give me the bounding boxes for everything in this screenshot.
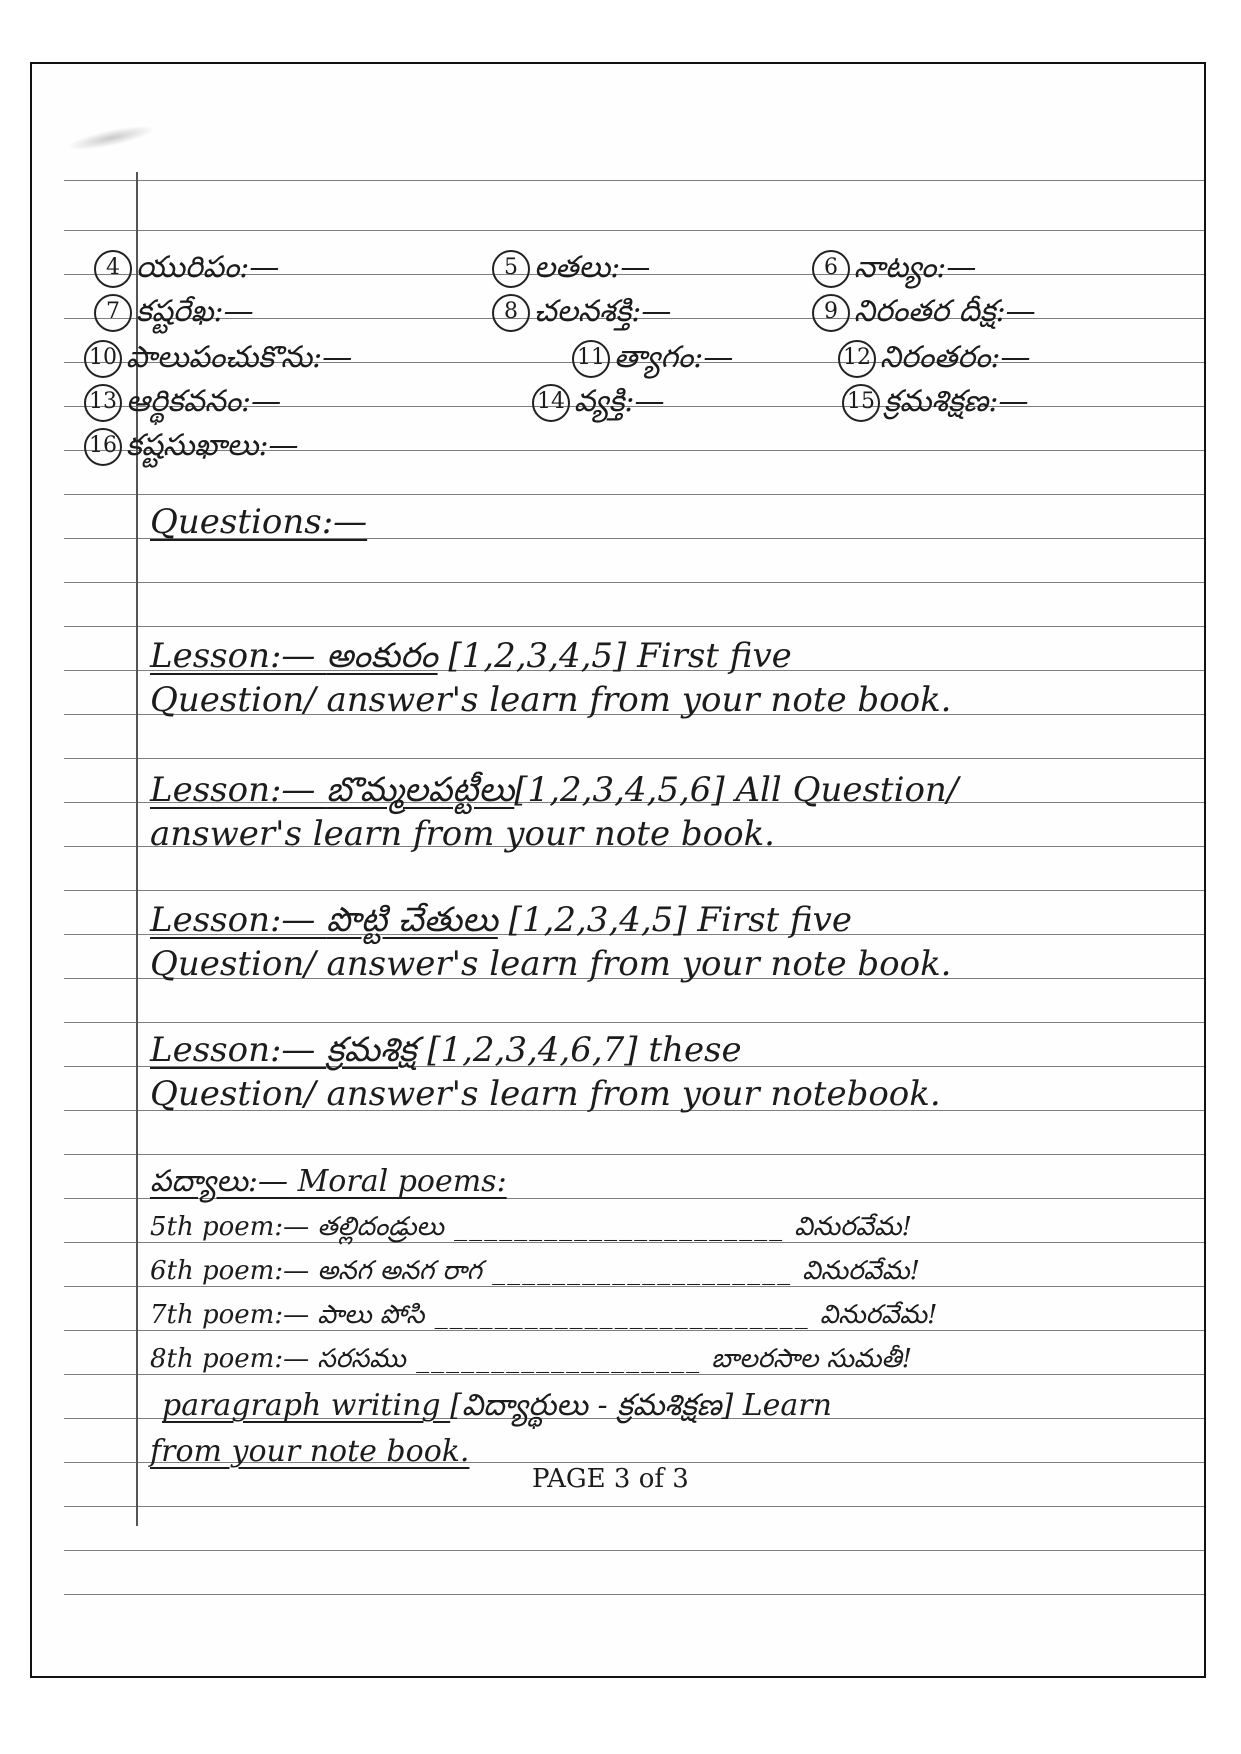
ruled-line (64, 758, 1204, 759)
notebook-page (30, 62, 1206, 1678)
lesson-line: Lesson:— క్రమశిక్ష [1,2,3,4,6,7] these (150, 1030, 742, 1070)
paper-smudge (65, 121, 156, 155)
page-label: PAGE 3 of 3 (532, 1464, 689, 1494)
word-item: 8 చలనశక్తి:— (492, 294, 671, 336)
ruled-line (64, 626, 1204, 627)
lesson-line: Lesson:— పొట్టి చేతులు [1,2,3,4,5] First five (150, 900, 853, 940)
word-item: 11 త్యాగం:— (572, 340, 733, 382)
questions-heading: Questions:— (150, 502, 368, 542)
poem-line: 5th poem:— తల్లిదండ్రులు ______________________ వినురవేమ! (150, 1212, 913, 1242)
ruled-line (64, 230, 1204, 231)
paragraph-line: from your note book. (150, 1434, 470, 1469)
word-item: 4 యురిపం:— (94, 250, 279, 292)
word-item: 16 కష్టసుఖాలు:— (84, 428, 299, 470)
lesson-line: answer's learn from your note book. (150, 814, 775, 854)
word-item: 15 క్రమశిక్షణ:— (842, 384, 1028, 426)
ruled-line (64, 1550, 1204, 1551)
lesson-line: Lesson:— బొమ్మలపట్టీలు[1,2,3,4,5,6] All Question/ (150, 770, 959, 810)
ruled-line (64, 890, 1204, 891)
ruled-line (64, 1154, 1204, 1155)
word-item: 13 ఆర్థికవనం:— (84, 384, 281, 426)
word-item: 6 నాట్యం:— (812, 250, 976, 292)
lesson-line: Lesson:— అంకురం [1,2,3,4,5] First five (150, 636, 792, 676)
word-item: 9 నిరంతర దీక్ష:— (812, 294, 1036, 336)
ruled-line (64, 494, 1204, 495)
ruled-line (64, 180, 1204, 181)
lesson-line: Question/ answer's learn from your note book. (150, 680, 952, 720)
word-item: 10 పాలుపంచుకొను:— (84, 340, 352, 382)
poems-heading: పద్యాలు:— Moral poems: (150, 1164, 507, 1199)
word-item: 5 లతలు:— (492, 250, 650, 292)
poem-line: 8th poem:— సరసము ___________________ బాలరసాల సుమతీ! (150, 1344, 913, 1374)
lesson-line: Question/ answer's learn from your notebook. (150, 1074, 941, 1114)
poem-line: 6th poem:— అనగ అనగ రాగ ____________________ వినురవేమ! (150, 1256, 920, 1286)
ruled-line (64, 1506, 1204, 1507)
ruled-line (64, 1594, 1204, 1595)
poem-line: 7th poem:— పాలు పోసి _________________________ వినురవేమ! (150, 1300, 938, 1330)
ruled-line (64, 1022, 1204, 1023)
lesson-line: Question/ answer's learn from your note book. (150, 944, 952, 984)
ruled-line (64, 582, 1204, 583)
word-item: 14 వ్యక్తి:— (532, 384, 665, 426)
word-item: 12 నిరంతరం:— (838, 340, 1031, 382)
paragraph-line: paragraph writing [విద్యార్థులు - క్రమశిక్షణ] Learn (162, 1388, 832, 1423)
word-item: 7 కష్టరేఖ:— (94, 294, 254, 336)
